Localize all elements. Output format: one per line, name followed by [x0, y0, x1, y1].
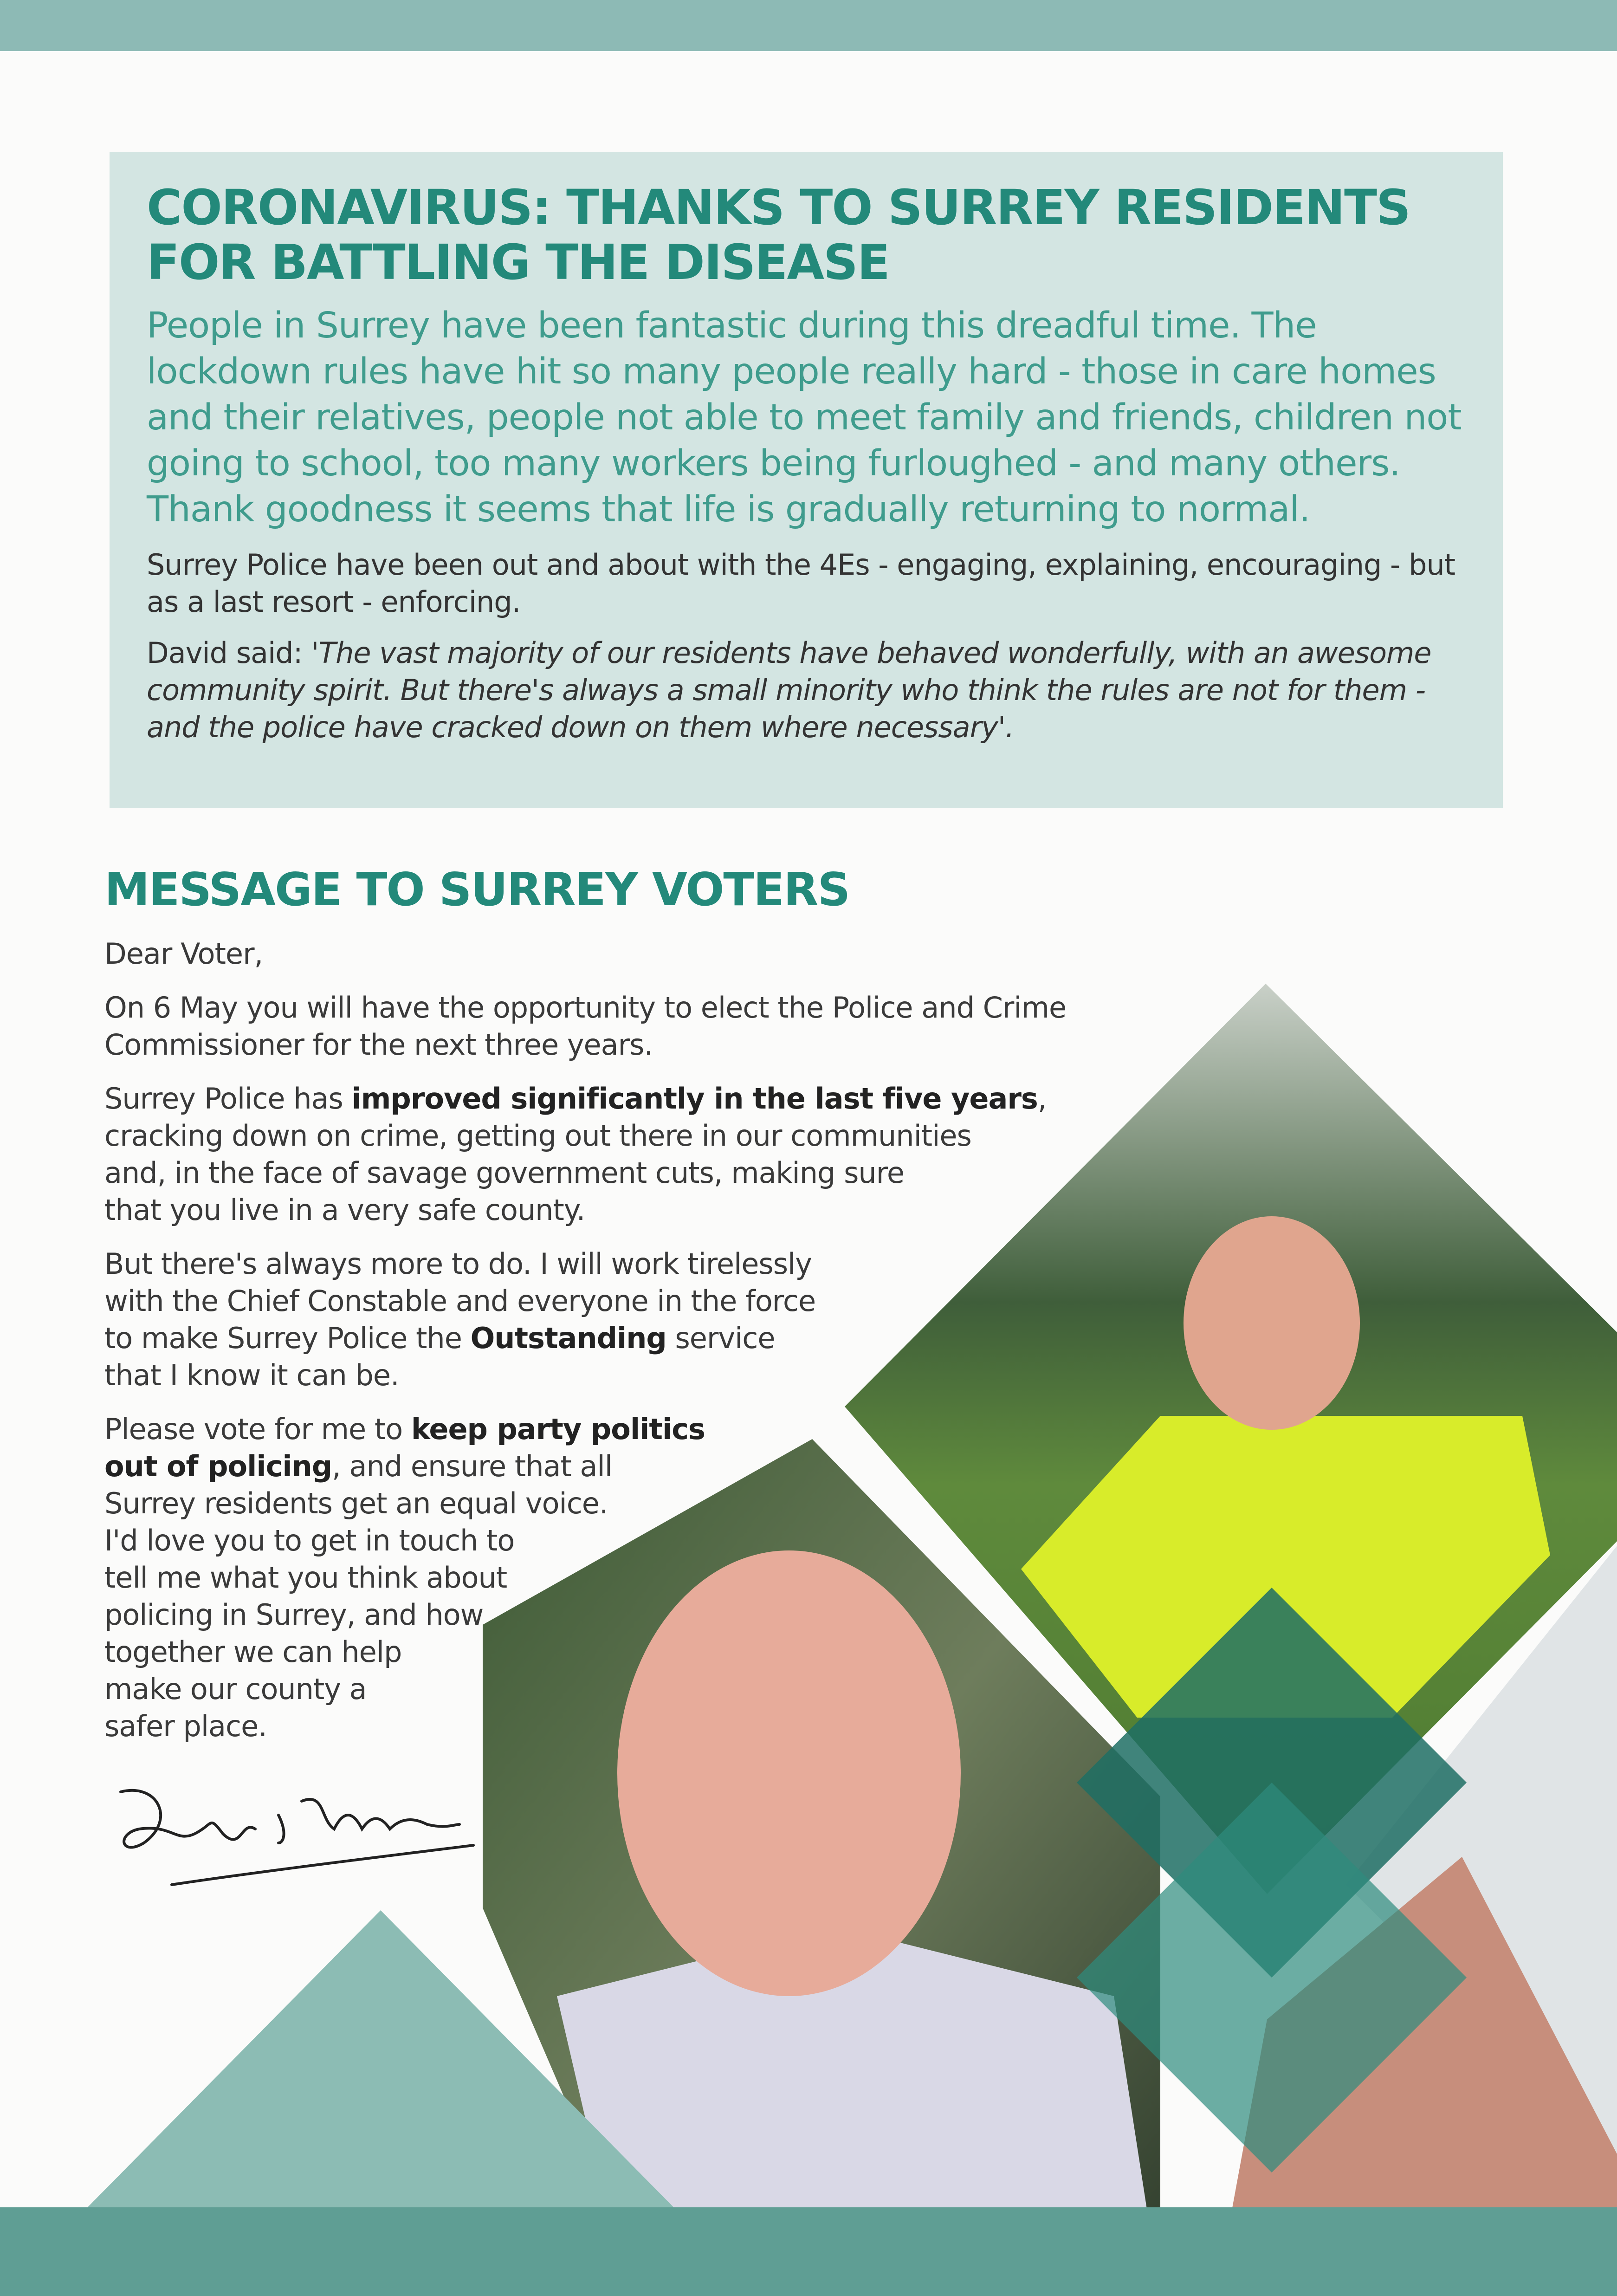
letter-p3 [104, 1245, 1125, 1394]
bottom-band [0, 2207, 1617, 2296]
text: But there's always more to do. I will work tirelessly with the Chief Constable and everyone in the force to make Surrey Police the [104, 1247, 816, 1355]
quote-intro: David said: [147, 636, 311, 670]
letter-body [104, 935, 1125, 1762]
message-title: MESSAGE TO SURREY VOTERS [104, 863, 850, 916]
letter-p4 [104, 1411, 1125, 1745]
text: , cracking down on crime, getting out there in our communities and, in the face of savage government cuts, making sure that you live in a very safe county. [104, 1082, 1047, 1227]
greeting: Dear Voter, [104, 937, 263, 971]
signature [102, 1764, 497, 1903]
bold-text: Outstanding [470, 1321, 666, 1355]
officer-face [1184, 1216, 1360, 1430]
text: Please vote for me to [104, 1412, 411, 1446]
letter-p2 [104, 1080, 1125, 1229]
letter-p1: On 6 May you will have the opportunity to elect the Police and Crime Commissioner for the next three years. [104, 991, 1067, 1062]
police-4es-text: Surrey Police have been out and about with the 4Es - engaging, explaining, encouraging - but as a last resort - enforcing. [147, 548, 1455, 619]
bold-text: keep party politics out of policing [104, 1412, 705, 1483]
coronavirus-title: CORONAVIRUS: THANKS TO SURREY RESIDENTS FOR BATTLING THE DISEASE [147, 179, 1410, 291]
text: Surrey Police has [104, 1082, 352, 1116]
quote-text: 'The vast majority of our residents have behaved wonderfully, with an awesome community spirit. But there's always a small minority who think the rules are not for them - and the police have cracked down on them where necessary'. [147, 636, 1431, 744]
coronavirus-lead: People in Surrey have been fantastic during this dreadful time. The lockdown rules have hit so many people really hard - those in care homes and their relatives, people not able to meet family and friends, children not going to school, too many workers being furloughed - and many others. Thank goodness it seems that life is gradually returning to normal. [147, 305, 1462, 530]
text: , and ensure that all Surrey residents get an equal voice. I'd love you to get in touch to tell me what you think about policing in Surrey, and how together we can help make our county a safer place. [104, 1449, 612, 1743]
text: service that I know it can be. [104, 1321, 775, 1392]
bold-text: improved significantly in the last five years [351, 1082, 1038, 1116]
